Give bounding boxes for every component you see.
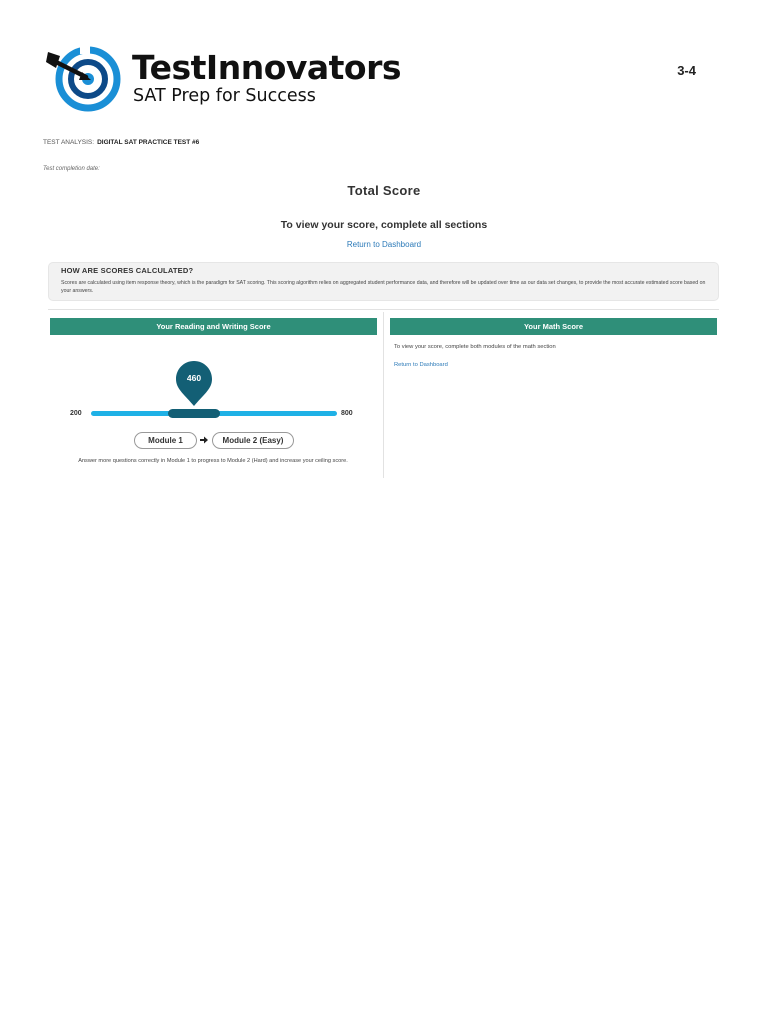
module-1-pill: Module 1 bbox=[134, 432, 197, 449]
testinnovators-logo bbox=[44, 42, 402, 118]
scale-max: 800 bbox=[341, 410, 353, 417]
scores-calculated-box bbox=[48, 262, 719, 301]
score-range-indicator bbox=[168, 409, 220, 418]
test-completion-date: Test completion date: bbox=[43, 166, 100, 172]
brand-tagline: SAT Prep for Success bbox=[133, 86, 316, 106]
total-score-title: Total Score bbox=[347, 183, 421, 198]
math-return-to-dashboard-link[interactable]: Return to Dashboard bbox=[394, 362, 448, 368]
score-pin-icon bbox=[175, 360, 213, 408]
test-analysis-line bbox=[43, 139, 199, 146]
column-divider bbox=[383, 312, 384, 478]
scale-min: 200 bbox=[70, 410, 82, 417]
test-analysis-label: TEST ANALYSIS: bbox=[43, 139, 95, 146]
target-dart-icon bbox=[44, 42, 122, 118]
page-code: 3-4 bbox=[677, 63, 696, 78]
total-score-message: To view your score, complete all sections bbox=[280, 219, 488, 231]
reading-writing-score-value: 460 bbox=[186, 373, 202, 383]
scores-calculated-title: HOW ARE SCORES CALCULATED? bbox=[61, 266, 194, 275]
test-name: DIGITAL SAT PRACTICE TEST #6 bbox=[97, 139, 200, 146]
brand-name: TestInnovators bbox=[132, 48, 402, 87]
math-score-header: Your Math Score bbox=[390, 318, 717, 335]
return-to-dashboard-link[interactable]: Return to Dashboard bbox=[346, 240, 422, 249]
scores-calculated-text: Scores are calculated using item response theory, which is the paradigm for SAT scoring. This scoring algorithm relies on aggregated student performance data, and therefore will be updated over time as our data set changes, to provide the most accurate estimated score based on your answers. bbox=[61, 280, 706, 294]
arrow-right-icon bbox=[199, 435, 209, 445]
module-2-pill: Module 2 (Easy) bbox=[212, 432, 294, 449]
divider bbox=[48, 309, 719, 310]
reading-writing-score-header: Your Reading and Writing Score bbox=[50, 318, 377, 335]
math-score-message: To view your score, complete both modules of the math section bbox=[394, 344, 556, 350]
reading-writing-note: Answer more questions correctly in Module 1 to progress to Module 2 (Hard) and increase your ceiling score. bbox=[78, 458, 348, 464]
